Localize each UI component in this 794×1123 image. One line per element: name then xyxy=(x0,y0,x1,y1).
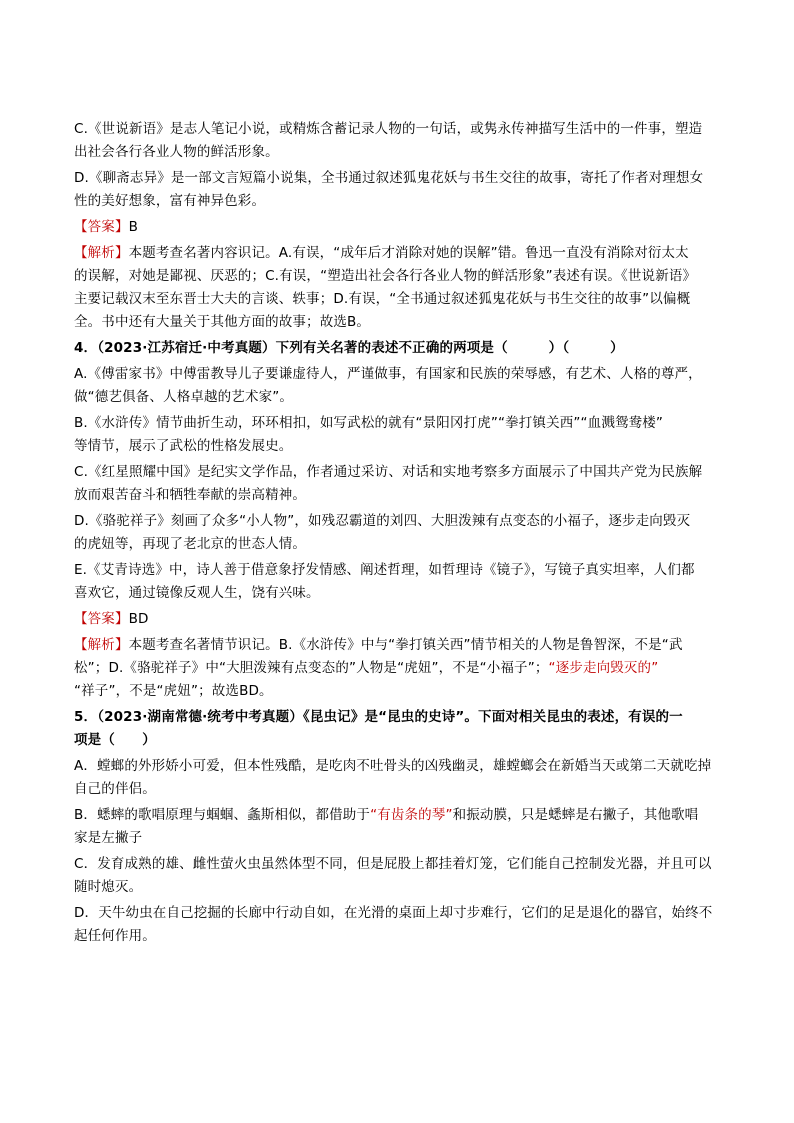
q4-analysis xyxy=(74,634,724,703)
q3-answer xyxy=(74,216,724,239)
q3-analysis xyxy=(74,242,724,334)
analysis-tag: 【解析】 xyxy=(74,245,129,261)
text-line: 等情节，展示了武松的性格发展史。 xyxy=(74,438,293,454)
q4-option-d xyxy=(74,510,724,556)
answer-tag: 【答案】 xyxy=(74,219,129,235)
text-line: 的虎妞等，再现了老北京的世态人情。 xyxy=(74,536,307,552)
text-line: 做“德艺俱备、人格卓越的艺术家”。 xyxy=(74,389,294,405)
highlighted-phrase: “有齿条的琴” xyxy=(370,807,453,823)
text-line: D．天牛幼虫在自己挖掘的长廊中行动自如，在光滑的桌面上却寸步难行，它们的足是退化的器官，始终不 xyxy=(74,905,713,921)
q5-option-c xyxy=(74,853,724,899)
text-line: 出社会各行各业人物的鲜活形象。 xyxy=(74,144,279,160)
question-stem: 5．（2023·湖南常德·统考中考真题）《昆虫记》是“昆虫的史诗”。下面对相关昆虫的表述，有误的一 xyxy=(74,709,683,725)
analysis-text: 本题考查名著内容识记。A.有误，“成年后才消除对她的误解”错。鲁迅一直没有消除对衍太太 xyxy=(128,245,689,261)
text-line: “祥子”，不是“虎妞”；故选BD。 xyxy=(74,683,273,699)
analysis-text: 松”；D.《骆驼祥子》中“大胆泼辣有点变态的”人物是“虎妞”，不是“小福子”； xyxy=(74,660,549,676)
option-text: B．蟋蟀的歌唱原理与蝈蝈、螽斯相似，都借助于 xyxy=(74,807,371,823)
text-line: C．发育成熟的雄、雌性萤火虫虽然体型不同，但是屁股上都挂着灯笼，它们能自己控制发光器，并且可以 xyxy=(74,856,712,872)
text-line: 家是左撇子 xyxy=(74,830,143,846)
text-line: 性的美好想象，富有神异色彩。 xyxy=(74,193,266,209)
q4-answer xyxy=(74,608,724,631)
q3-option-c xyxy=(74,118,724,164)
text-line: 放而艰苦奋斗和牺牲奉献的崇高精神。 xyxy=(74,487,307,503)
q5-stem xyxy=(74,706,724,752)
question-stem: 项是（ ） xyxy=(74,732,156,748)
text-line: 的误解，对她是鄙视、厌恶的；C.有误，“塑造出社会各行各业人物的鲜活形象”表述有误。《世说新语》 xyxy=(74,268,697,284)
answer-value: B xyxy=(128,219,139,235)
text-line: 随时熄灭。 xyxy=(74,879,143,895)
text-line: B.《水浒传》情节曲折生动，环环相扣，如写武松的就有“景阳冈打虎”“拳打镇关西”“血溅鸳鸯楼” xyxy=(74,415,664,431)
text-line: A.《傅雷家书》中傅雷教导儿子要谦虚待人，严谨做事，有国家和民族的荣辱感，有艺术、人格的尊严， xyxy=(74,366,702,382)
q4-option-a xyxy=(74,363,724,409)
text-line: 自己的伴侣。 xyxy=(74,781,156,797)
q3-option-d xyxy=(74,167,724,213)
text-line: 起任何作用。 xyxy=(74,928,156,944)
highlighted-phrase: “逐步走向毁灭的” xyxy=(548,660,659,676)
text-line: D.《骆驼祥子》刻画了众多“小人物”，如残忍霸道的刘四、大胆泼辣有点变态的小福子，逐步走向毁灭 xyxy=(74,513,691,529)
analysis-tag: 【解析】 xyxy=(74,637,129,653)
text-line: 主要记载汉末至东晋士大夫的言谈、轶事；D.有误，“全书通过叙述狐鬼花妖与书生交往的故事”以偏概 xyxy=(74,291,691,307)
q5-option-b xyxy=(74,804,724,850)
option-text: 和振动膜，只是蟋蟀是右撇子，其他歌唱 xyxy=(452,807,699,823)
q4-option-b xyxy=(74,412,724,458)
answer-value: BD xyxy=(128,611,149,627)
text-line: 喜欢它，通过镜像反观人生，饶有兴味。 xyxy=(74,585,320,601)
q4-option-e xyxy=(74,559,724,605)
analysis-text: 本题考查名著情节识记。B.《水浒传》中与“拳打镇关西”情节相关的人物是鲁智深，不是“武 xyxy=(128,637,683,653)
text-line: A．螳螂的外形娇小可爱，但本性残酷，是吃肉不吐骨头的凶残幽灵，雄螳螂会在新婚当天或第二天就吃掉 xyxy=(74,758,712,774)
q4-option-c xyxy=(74,461,724,507)
q4-stem xyxy=(74,337,724,360)
text-line: C.《世说新语》是志人笔记小说，或精炼含蓄记录人物的一句话，或隽永传神描写生活中的一件事，塑造 xyxy=(74,121,703,137)
text-line: C.《红星照耀中国》是纪实文学作品，作者通过采访、对话和实地考察多方面展示了中国共产党为民族解 xyxy=(74,464,703,480)
text-line: 全。书中还有大量关于其他方面的故事；故选B。 xyxy=(74,314,371,330)
text-line: E.《艾青诗选》中，诗人善于借意象抒发情感、阐述哲理，如哲理诗《镜子》，写镜子真实坦率，人们都 xyxy=(74,562,695,578)
q5-option-a xyxy=(74,755,724,801)
document-page xyxy=(74,118,724,951)
text-line: D.《聊斋志异》是一部文言短篇小说集，全书通过叙述狐鬼花妖与书生交往的故事，寄托了作者对理想女 xyxy=(74,170,704,186)
q5-option-d xyxy=(74,902,724,948)
answer-tag: 【答案】 xyxy=(74,611,129,627)
question-stem: 4．（2023·江苏宿迁·中考真题）下列有关名著的表述不正确的两项是（ ）（ ） xyxy=(74,340,624,356)
